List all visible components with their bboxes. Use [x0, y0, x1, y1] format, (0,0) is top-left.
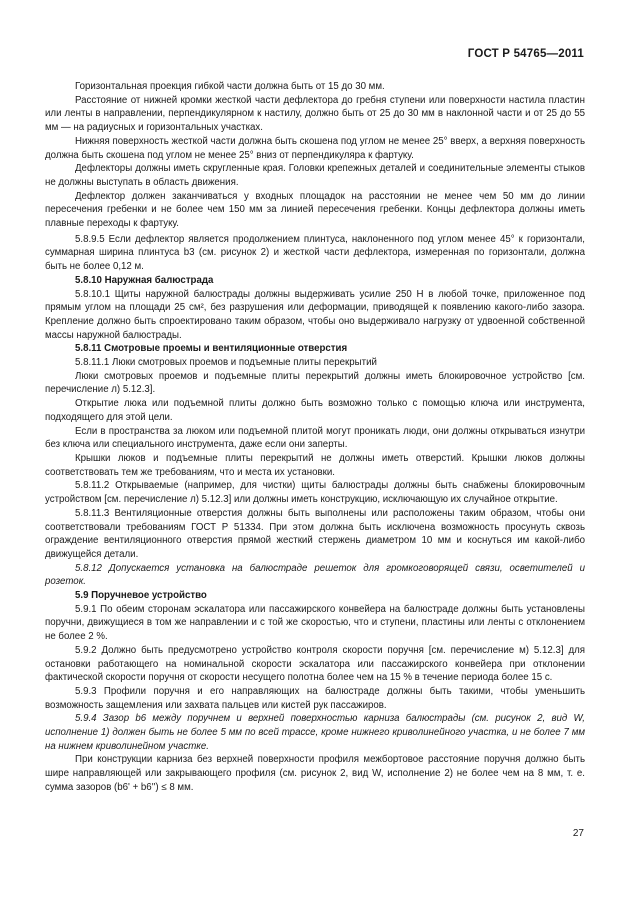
- paragraph: Люки смотровых проемов и подъемные плиты перекрытий должны иметь блокировочное устройство [см. перечисление л) 5.12.3].: [45, 370, 585, 396]
- paragraph: Дефлекторы должны иметь скругленные края. Головки крепежных деталей и соединительные элементы стыков не должны выступать в область движения.: [45, 163, 585, 188]
- section-heading: 5.8.10 Наружная балюстрада: [75, 274, 214, 286]
- paragraph: Нижняя поверхность жесткой части должна быть скошена под углом не менее 25° вверх, а верхняя поверхность должна быть скошена под углом не менее 25° вниз от перпендикуляра к фартуку.: [45, 135, 585, 161]
- paragraph: Горизонтальная проекция гибкой части должна быть от 15 до 30 мм.: [75, 81, 385, 92]
- section-heading: 5.8.11 Смотровые проемы и вентиляционные отверстия: [75, 343, 348, 355]
- paragraph: 5.9.2 Должно быть предусмотрено устройство контроля скорости поручня [см. перечисление м) 5.12.3] для остановки работающего на номинальной скорости эскалатора или пассажирского конвейера при отклонении фактической скорости поручня от скорости несущего полотна более чем на 15 % в течение периода более 15 с.: [45, 644, 585, 684]
- paragraph: 5.8.9.5 Если дефлектор является продолжением плинтуса, наклоненного под углом менее 45° к горизонтали, суммарная ширина плинтуса b3 (см. рисунок 2) и жесткой части дефлектора, измеренная по горизонтали, должна быть не более 0,12 м.: [45, 233, 585, 273]
- paragraph: При конструкции карниза без верхней поверхности профиля межбортовое расстояние поручня должно быть шире направляющей или закрывающего профиля (см. рисунок 2, вид W, исполнение 2) не более чем на 8 мм, т. е. сумма зазоров (b6' + b6'') ≤ 8 мм.: [45, 754, 585, 793]
- page-number: 27: [572, 828, 584, 839]
- document-body: [45, 80, 585, 795]
- paragraph: 5.8.10.1 Щиты наружной балюстрады должны выдерживать усилие 250 Н в любой точке, приложенное под прямым углом на площади 25 см², без разрушения или деформации, приводящей к появлению какого-либо зазора. Крепление должно быть спроектировано таким образом, чтобы оно выдерживало нагрузку от удвоенной собственной массы наружной балюстрады.: [45, 288, 585, 341]
- paragraph: 5.8.12 Допускается установка на балюстраде решеток для громкоговорящей связи, осветителей и розеток.: [45, 562, 585, 588]
- paragraph: 5.8.11.2 Открываемые (например, для чистки) щиты балюстрады должны быть снабжены блокировочным устройством [см. перечисление л) 5.12.3] или должны иметь конструкцию, исключающую их случайное открытие.: [45, 480, 585, 506]
- section-heading: 5.9 Поручневое устройство: [75, 590, 207, 602]
- paragraph: 5.8.11.3 Вентиляционные отверстия должны быть выполнены или расположены таким образом, чтобы они соответствовали требованиям ГОСТ Р 51334. При этом должна быть исключена возможность просунуть сквозь ограждение вентиляционного отверстия прямой жесткий стержень диаметром 10 мм и коснуться им какой-либо движущейся детали.: [45, 507, 585, 560]
- paragraph: 5.9.4 Зазор b6 между поручнем и верхней поверхностью карниза балюстрады (см. рисунок 2, вид W, исполнение 1) должен быть не более 5 мм по всей трассе, кроме нижнего криволинейного участка, и не более 7 мм на нижнем криволинейном участке.: [45, 713, 585, 752]
- paragraph: Открытие люка или подъемной плиты должно быть возможно только с помощью ключа или инструмента, подходящего для этой цели.: [45, 398, 585, 423]
- paragraph: Крышки люков и подъемные плиты перекрытий не должны иметь отверстий. Крышки люков должны соответствовать тем же требованиям, что и места их установки.: [45, 452, 585, 478]
- paragraph: Если в пространства за люком или подъемной плитой могут проникать люди, они должны открываться изнутри без ключа или специального инструмента, даже если они заперты.: [45, 425, 585, 451]
- paragraph: 5.8.11.1 Люки смотровых проемов и подъемные плиты перекрытий: [75, 357, 377, 369]
- paragraph: Дефлектор должен заканчиваться у входных площадок на расстоянии не менее чем 50 мм до линии пересечения гребенки и не более чем 150 мм за линией пересечения гребенки. Концы дефлектора должны иметь плавные переходы к фартуку.: [45, 190, 585, 230]
- standard-header: ГОСТ Р 54765—2011: [467, 48, 584, 60]
- paragraph: 5.9.1 По обеим сторонам эскалатора или пассажирского конвейера на балюстраде должны быть установлены поручни, движущиеся в том же направлении и с той же скоростью, что и ступени, пластины или ленты с отклонением не более 2 %.: [45, 603, 585, 643]
- paragraph: Расстояние от нижней кромки жесткой части дефлектора до гребня ступени или поверхности настила пластин или ленты в направлении, перпендикулярном к настилу, должно быть от 25 до 30 мм в наклонной части и от 25 до 55 мм — на радиусных и горизонтальных участках.: [45, 94, 585, 134]
- paragraph: 5.9.3 Профили поручня и его направляющих на балюстраде должны быть такими, чтобы уменьшить возможность защемления или захвата пальцев или кистей рук пассажиров.: [45, 685, 585, 711]
